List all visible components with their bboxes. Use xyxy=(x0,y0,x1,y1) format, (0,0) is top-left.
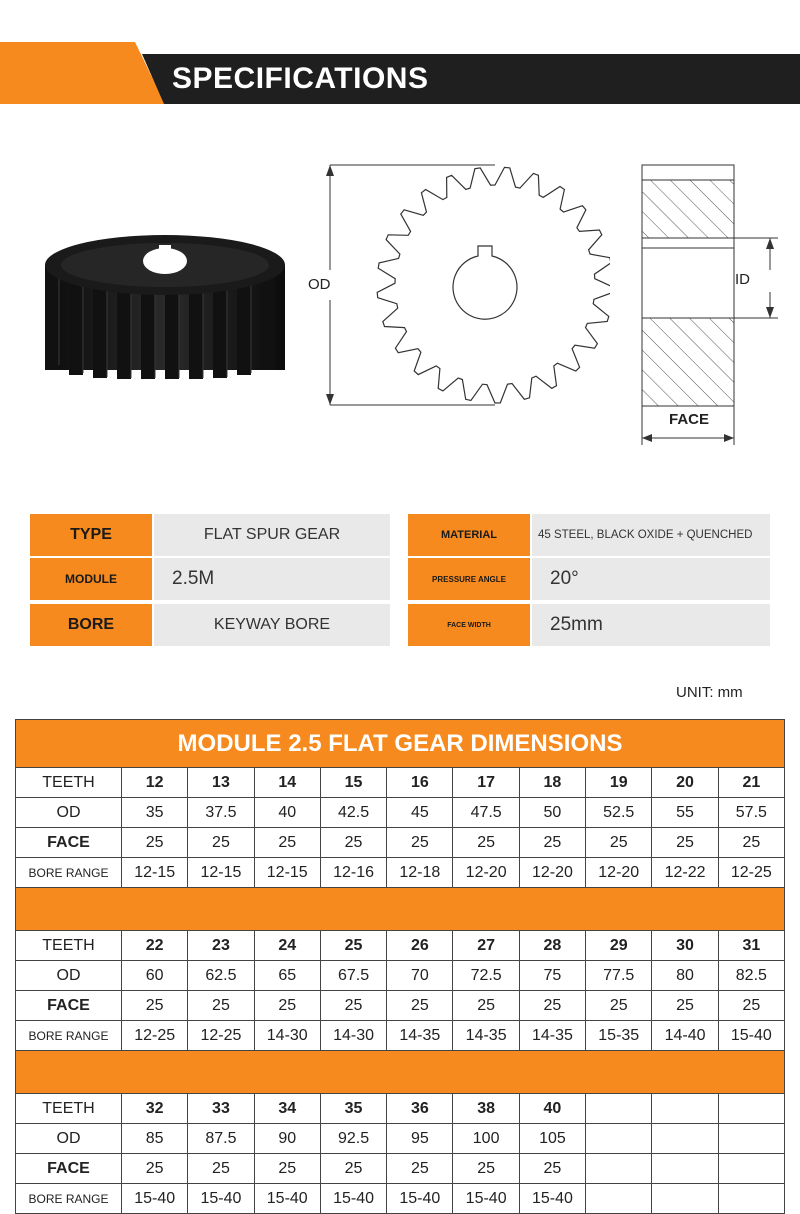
row-label-face: FACE xyxy=(16,1154,122,1184)
table-row-bore xyxy=(16,858,785,888)
cell-teeth: 40 xyxy=(519,1094,585,1124)
cell-teeth: 24 xyxy=(254,931,320,961)
cell-od: 100 xyxy=(453,1124,519,1154)
cell-face: 25 xyxy=(320,828,386,858)
cell-od: 105 xyxy=(519,1124,585,1154)
spec-pressure-angle xyxy=(408,558,770,600)
cell-bore: 15-40 xyxy=(718,1021,784,1051)
cell-bore xyxy=(718,1184,784,1214)
cell-od: 42.5 xyxy=(320,798,386,828)
table-row-od xyxy=(16,798,785,828)
cell-bore: 12-20 xyxy=(586,858,652,888)
cell-bore: 15-40 xyxy=(122,1184,188,1214)
table-row-face xyxy=(16,1154,785,1184)
cell-od: 60 xyxy=(122,961,188,991)
cell-od xyxy=(652,1124,718,1154)
cell-bore: 15-40 xyxy=(453,1184,519,1214)
cell-bore: 15-40 xyxy=(254,1184,320,1214)
cell-od: 52.5 xyxy=(586,798,652,828)
cell-face: 25 xyxy=(254,991,320,1021)
cell-face: 25 xyxy=(320,991,386,1021)
cell-face: 25 xyxy=(453,1154,519,1184)
spec-bore-label: BORE xyxy=(30,604,152,646)
cell-od: 65 xyxy=(254,961,320,991)
cell-bore: 12-25 xyxy=(188,1021,254,1051)
cell-od xyxy=(586,1124,652,1154)
cell-face: 25 xyxy=(652,828,718,858)
cell-teeth: 30 xyxy=(652,931,718,961)
spec-material xyxy=(408,514,770,556)
cell-teeth: 16 xyxy=(387,768,453,798)
cell-teeth: 34 xyxy=(254,1094,320,1124)
table-separator xyxy=(15,888,785,930)
spec-type-label: TYPE xyxy=(30,514,152,556)
spec-facewidth-label: FACE WIDTH xyxy=(408,604,530,646)
dimension-table-title: MODULE 2.5 FLAT GEAR DIMENSIONS xyxy=(15,719,785,767)
cell-bore: 12-15 xyxy=(188,858,254,888)
cell-od: 40 xyxy=(254,798,320,828)
cell-od: 92.5 xyxy=(320,1124,386,1154)
cell-teeth: 31 xyxy=(718,931,784,961)
cell-od: 82.5 xyxy=(718,961,784,991)
cell-teeth: 18 xyxy=(519,768,585,798)
cell-teeth: 27 xyxy=(453,931,519,961)
cell-face: 25 xyxy=(122,1154,188,1184)
cell-face: 25 xyxy=(254,828,320,858)
cell-bore: 15-40 xyxy=(188,1184,254,1214)
row-label-teeth: TEETH xyxy=(16,1094,122,1124)
cell-od: 75 xyxy=(519,961,585,991)
cell-bore xyxy=(586,1184,652,1214)
cell-face: 25 xyxy=(387,991,453,1021)
cell-teeth: 35 xyxy=(320,1094,386,1124)
spec-material-value: 45 STEEL, BLACK OXIDE + QUENCHED xyxy=(532,514,770,556)
cell-face: 25 xyxy=(122,828,188,858)
cell-od: 35 xyxy=(122,798,188,828)
cell-face: 25 xyxy=(320,1154,386,1184)
cell-teeth: 13 xyxy=(188,768,254,798)
cell-face: 25 xyxy=(519,1154,585,1184)
spec-face-width xyxy=(408,604,770,646)
cell-teeth xyxy=(586,1094,652,1124)
row-label-bore: BORE RANGE xyxy=(16,1184,122,1214)
dimension-block xyxy=(15,767,785,888)
specifications-banner xyxy=(0,42,800,104)
cell-face: 25 xyxy=(254,1154,320,1184)
gear-photo xyxy=(35,225,295,425)
cell-teeth xyxy=(652,1094,718,1124)
table-separator xyxy=(15,1051,785,1093)
row-label-teeth: TEETH xyxy=(16,768,122,798)
table-row-bore xyxy=(16,1184,785,1214)
cell-face: 25 xyxy=(718,828,784,858)
table-row-od xyxy=(16,1124,785,1154)
cell-od: 37.5 xyxy=(188,798,254,828)
gear-front-drawing xyxy=(310,160,610,420)
cell-teeth: 19 xyxy=(586,768,652,798)
spec-material-label: MATERIAL xyxy=(408,514,530,556)
cell-bore: 12-18 xyxy=(387,858,453,888)
cell-bore: 12-25 xyxy=(718,858,784,888)
cell-bore: 12-15 xyxy=(254,858,320,888)
cell-teeth: 38 xyxy=(453,1094,519,1124)
spec-type xyxy=(30,514,390,556)
table-row-face xyxy=(16,991,785,1021)
cell-bore: 14-30 xyxy=(254,1021,320,1051)
section-title: SPECIFICATIONS xyxy=(172,62,429,95)
cell-bore: 15-35 xyxy=(586,1021,652,1051)
cell-od: 95 xyxy=(387,1124,453,1154)
spec-facewidth-value: 25mm xyxy=(532,604,770,646)
od-label: OD xyxy=(308,276,331,293)
cell-od xyxy=(718,1124,784,1154)
table-row-teeth xyxy=(16,1094,785,1124)
cell-teeth: 21 xyxy=(718,768,784,798)
cell-face: 25 xyxy=(586,991,652,1021)
cell-face: 25 xyxy=(453,828,519,858)
cell-teeth: 36 xyxy=(387,1094,453,1124)
cell-od: 47.5 xyxy=(453,798,519,828)
gear-teeth-outline xyxy=(377,167,610,403)
cell-od: 70 xyxy=(387,961,453,991)
table-row-teeth xyxy=(16,768,785,798)
row-label-teeth: TEETH xyxy=(16,931,122,961)
cell-bore: 15-40 xyxy=(387,1184,453,1214)
cell-teeth: 15 xyxy=(320,768,386,798)
table-row-od xyxy=(16,961,785,991)
cell-face xyxy=(586,1154,652,1184)
cell-face: 25 xyxy=(586,828,652,858)
cell-face: 25 xyxy=(188,1154,254,1184)
spec-module-value: 2.5M xyxy=(154,558,390,600)
cell-od: 50 xyxy=(519,798,585,828)
cell-teeth: 26 xyxy=(387,931,453,961)
cell-face: 25 xyxy=(519,991,585,1021)
cell-od: 72.5 xyxy=(453,961,519,991)
spec-bore xyxy=(30,604,390,646)
row-label-face: FACE xyxy=(16,828,122,858)
spec-pressure-label: PRESSURE ANGLE xyxy=(408,558,530,600)
cell-teeth: 23 xyxy=(188,931,254,961)
cell-od: 87.5 xyxy=(188,1124,254,1154)
cell-teeth xyxy=(718,1094,784,1124)
cell-teeth: 29 xyxy=(586,931,652,961)
cell-face: 25 xyxy=(718,991,784,1021)
cell-bore: 12-25 xyxy=(122,1021,188,1051)
cell-face: 25 xyxy=(453,991,519,1021)
row-label-bore: BORE RANGE xyxy=(16,858,122,888)
cell-teeth: 32 xyxy=(122,1094,188,1124)
cell-od: 85 xyxy=(122,1124,188,1154)
row-label-od: OD xyxy=(16,1124,122,1154)
cell-od: 55 xyxy=(652,798,718,828)
dimension-block xyxy=(15,930,785,1051)
cell-face xyxy=(718,1154,784,1184)
cell-bore: 15-40 xyxy=(519,1184,585,1214)
cell-face: 25 xyxy=(652,991,718,1021)
cell-face: 25 xyxy=(188,991,254,1021)
cell-bore: 12-20 xyxy=(453,858,519,888)
spec-module-label: MODULE xyxy=(30,558,152,600)
cell-od: 62.5 xyxy=(188,961,254,991)
cell-face: 25 xyxy=(519,828,585,858)
dimension-table xyxy=(15,719,785,1214)
cell-bore: 14-35 xyxy=(387,1021,453,1051)
spec-module xyxy=(30,558,390,600)
cell-teeth: 28 xyxy=(519,931,585,961)
spec-type-value: FLAT SPUR GEAR xyxy=(154,514,390,556)
cell-od: 90 xyxy=(254,1124,320,1154)
dimension-block xyxy=(15,1093,785,1214)
cell-face: 25 xyxy=(188,828,254,858)
face-label: FACE xyxy=(669,411,710,428)
cell-bore: 14-30 xyxy=(320,1021,386,1051)
cell-teeth: 17 xyxy=(453,768,519,798)
table-row-face xyxy=(16,828,785,858)
cell-od: 80 xyxy=(652,961,718,991)
cell-teeth: 20 xyxy=(652,768,718,798)
cell-bore: 14-35 xyxy=(453,1021,519,1051)
cell-face xyxy=(652,1154,718,1184)
id-label: ID xyxy=(735,271,750,288)
row-label-od: OD xyxy=(16,798,122,828)
cell-od: 77.5 xyxy=(586,961,652,991)
table-row-teeth xyxy=(16,931,785,961)
cell-bore: 14-40 xyxy=(652,1021,718,1051)
cell-teeth: 25 xyxy=(320,931,386,961)
cell-teeth: 14 xyxy=(254,768,320,798)
cell-teeth: 22 xyxy=(122,931,188,961)
cell-bore xyxy=(652,1184,718,1214)
cell-bore: 12-22 xyxy=(652,858,718,888)
cell-bore: 14-35 xyxy=(519,1021,585,1051)
cell-teeth: 12 xyxy=(122,768,188,798)
cell-bore: 15-40 xyxy=(320,1184,386,1214)
gear-side-drawing xyxy=(630,160,800,460)
cell-bore: 12-20 xyxy=(519,858,585,888)
row-label-face: FACE xyxy=(16,991,122,1021)
cell-bore: 12-15 xyxy=(122,858,188,888)
row-label-bore: BORE RANGE xyxy=(16,1021,122,1051)
spec-pressure-value: 20° xyxy=(532,558,770,600)
cell-bore: 12-16 xyxy=(320,858,386,888)
table-row-bore xyxy=(16,1021,785,1051)
spec-bore-value: KEYWAY BORE xyxy=(154,604,390,646)
cell-od: 45 xyxy=(387,798,453,828)
cell-face: 25 xyxy=(122,991,188,1021)
gear-illustrations xyxy=(0,150,800,450)
cell-teeth: 33 xyxy=(188,1094,254,1124)
cell-od: 57.5 xyxy=(718,798,784,828)
cell-face: 25 xyxy=(387,1154,453,1184)
cell-od: 67.5 xyxy=(320,961,386,991)
cell-face: 25 xyxy=(387,828,453,858)
row-label-od: OD xyxy=(16,961,122,991)
unit-label: UNIT: mm xyxy=(676,684,743,701)
